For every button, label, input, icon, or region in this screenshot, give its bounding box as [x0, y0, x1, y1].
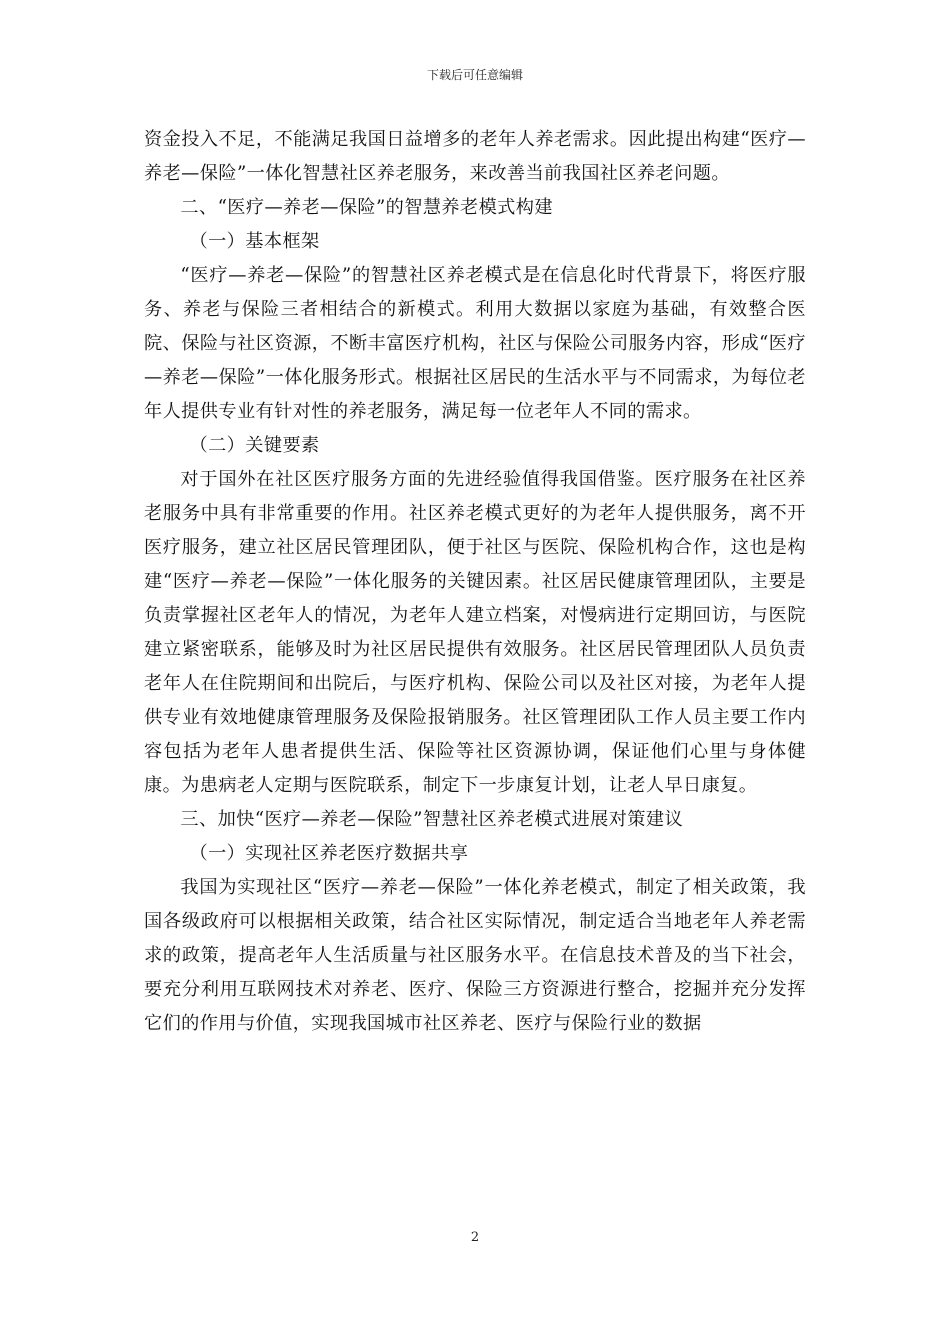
page-number: 2: [470, 1230, 480, 1245]
paragraph-continued: 资金投入不足，不能满足我国日益增多的老年人养老需求。因此提出构建“医疗—养老—保险”一体化智慧社区养老服务，来改善当前我国社区养老问题。: [144, 129, 806, 184]
document-body: [144, 123, 806, 1041]
section-heading-2: 二、“医疗—养老—保险”的智慧养老模式构建: [180, 197, 553, 218]
subsection-heading-data-sharing: （一）实现社区养老医疗数据共享: [189, 843, 469, 864]
page-header: 下载后可任意编辑: [426, 68, 523, 82]
section-heading-3: 三、加快“医疗—养老—保险”智慧社区养老模式进展对策建议: [180, 809, 684, 830]
subsection-heading-key-elements: （二）关键要素: [189, 435, 320, 456]
subsection-heading-basic-framework: （一）基本框架: [189, 231, 320, 252]
paragraph-data-sharing: 我国为实现社区“医疗—养老—保险”一体化养老模式，制定了相关政策，我国各级政府可以根据相关政策，结合社区实际情况，制定适合当地老年人养老需求的政策，提高老年人生活质量与社区服务水平。在信息技术普及的当下社会，要充分利用互联网技术对养老、医疗、保险三方资源进行整合，挖掘并充分发挥它们的作用与价值，实现我国城市社区养老、医疗与保险行业的数据: [144, 877, 806, 1034]
paragraph-basic-framework: “医疗—养老—保险”的智慧社区养老模式是在信息化时代背景下，将医疗服务、养老与保险三者相结合的新模式。利用大数据以家庭为基础，有效整合医院、保险与社区资源，不断丰富医疗机构，社区与保险公司服务内容，形成“医疗—养老—保险”一体化服务形式。根据社区居民的生活水平与不同需求，为每位老年人提供专业有针对性的养老服务，满足每一位老年人不同的需求。: [144, 265, 806, 422]
paragraph-key-elements: 对于国外在社区医疗服务方面的先进经验值得我国借鉴。医疗服务在社区养老服务中具有非常重要的作用。社区养老模式更好的为老年人提供服务，离不开医疗服务，建立社区居民管理团队，便于社区与医院、保险机构合作，这也是构建“医疗—养老—保险”一体化服务的关键因素。社区居民健康管理团队，主要是负责掌握社区老年人的情况，为老年人建立档案，对慢病进行定期回访，与医院建立紧密联系，能够及时为社区居民提供有效服务。社区居民管理团队人员负责老年人在住院期间和出院后，与医疗机构、保险公司以及社区对接，为老年人提供专业有效地健康管理服务及保险报销服务。社区管理团队工作人员主要工作内容包括为老年人患者提供生活、保险等社区资源协调，保证他们心里与身体健康。为患病老人定期与医院联系，制定下一步康复计划，让老人早日康复。: [144, 469, 806, 796]
